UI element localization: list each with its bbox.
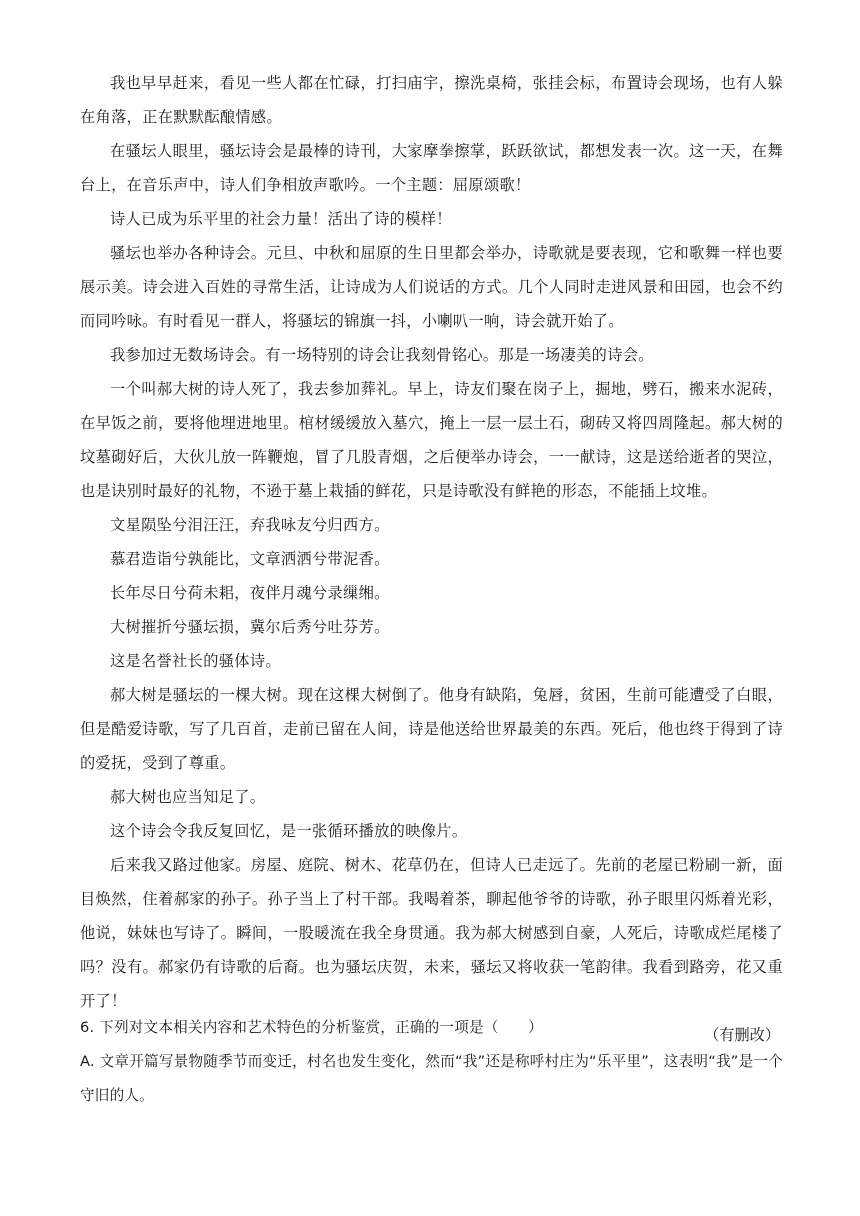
article-paragraph: 在骚坛人眼里，骚坛诗会是最棒的诗刊，大家摩拳擦掌，跃跃欲试，都想发表一次。这一天，在舞台上，在音乐声中，诗人们争相放声歌吟。一个主题：屈原颂歌！ <box>80 142 783 194</box>
article-paragraph: 这个诗会令我反复回忆，是一张循环播放的映像片。 <box>110 822 468 840</box>
article-paragraph: 我也早早赶来，看见一些人都在忙碌，打扫庙宇，擦洗桌椅，张挂会标，布置诗会现场，也有人躲在角落，正在默默酝酿情感。 <box>80 74 783 126</box>
article-paragraph: 郝大树也应当知足了。 <box>110 788 266 806</box>
article-paragraph: 我参加过无数场诗会。有一场特别的诗会让我刻骨铭心。那是一场凄美的诗会。 <box>110 346 654 364</box>
article-paragraph: 一个叫郝大树的诗人死了，我去参加葬礼。早上，诗友们聚在岗子上，掘地，劈石，搬来水泥砖，在早饭之前，要将他埋进地里。棺材缓缓放入墓穴，掩上一层一层土石，砌砖又将四周隆起。郝大树的坟墓砌好后，大伙儿放一阵鞭炮，冒了几股青烟，之后便举办诗会，一一献诗，这是送给逝者的哭泣，也是诀别时最好的礼物，不逊于墓上栽插的鲜花，只是诗歌没有鲜艳的形态，不能插上坟堆。 <box>80 380 783 500</box>
question-block <box>80 1011 783 1113</box>
article-paragraph: 郝大树是骚坛的一棵大树。现在这棵大树倒了。他身有缺陷，兔唇，贫困，生前可能遭受了白眼，但是酷爱诗歌，写了几百首，走前已留在人间，诗是他送给世界最美的东西。死后，他也终于得到了诗的爱抚，受到了尊重。 <box>80 686 783 772</box>
article-paragraph: 骚坛也举办各种诗会。元旦、中秋和屈原的生日里都会举办，诗歌就是要表现，它和歌舞一样也要展示美。诗会进入百姓的寻常生活，让诗成为人们说话的方式。几个人同时走进风景和田园，也会不约而同吟咏。有时看见一群人，将骚坛的锦旗一抖，小喇叭一响，诗会就开始了。 <box>80 244 783 330</box>
article-paragraph: 这是名誉社长的骚体诗。 <box>110 652 281 670</box>
question-option-a: A. 文章开篇写景物随季节而变迁，村名也发生变化，然而“我”还是称呼村庄为“乐平里”，这表明“我”是一个守旧的人。 <box>80 1053 783 1104</box>
poem-line: 慕君造诣兮孰能比，文章洒洒兮带泥香。 <box>110 550 390 568</box>
poem-line: 长年尽日兮荷未耜，夜伴月魂兮录缫缃。 <box>110 584 390 602</box>
source-note: （有删改） <box>704 1026 780 1044</box>
article-paragraph: 后来我又路过他家。房屋、庭院、树木、花草仍在，但诗人已走远了。先前的老屋已粉刷一新，面目焕然，住着郝家的孙子。孙子当上了村干部。我喝着茶，聊起他爷爷的诗歌，孙子眼里闪烁着光彩，他说，妹妹也写诗了。瞬间，一股暖流在我全身贯通。我为郝大树感到自豪，人死后，诗歌成烂尾楼了吗？没有。郝家仍有诗歌的后裔。也为骚坛庆贺，未来，骚坛又将收获一笔韵律。我看到路旁，花又重开了！ <box>80 856 783 1010</box>
poem-line: 大树摧折兮骚坛损，冀尔后秀兮吐芬芳。 <box>110 618 390 636</box>
poem-line: 文星陨坠兮泪汪汪，弃我咏友兮归西方。 <box>110 516 390 534</box>
article-paragraph: 诗人已成为乐平里的社会力量！活出了诗的模样！ <box>110 210 452 228</box>
article-body <box>80 66 783 1052</box>
question-stem: 6. 下列对文本相关内容和艺术特色的分析鉴赏，正确的一项是（ ） <box>80 1019 543 1036</box>
